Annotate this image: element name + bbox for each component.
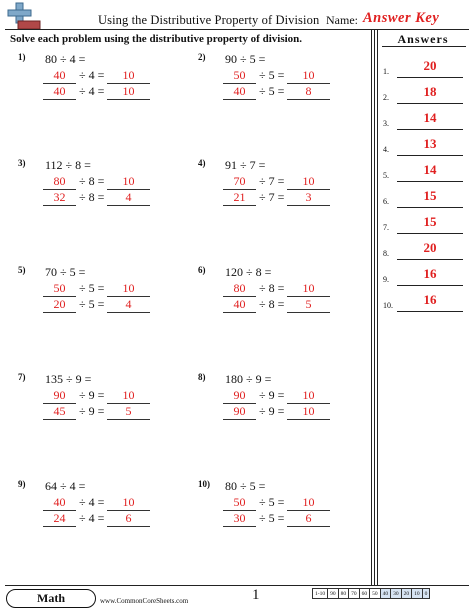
partial-quotient: 5 — [125, 404, 132, 418]
divisor-operator: ÷ 9 = — [259, 404, 285, 418]
answer-divider — [371, 29, 372, 585]
divisor-operator: ÷ 8 = — [259, 297, 285, 311]
partial-dividend: 40 — [53, 68, 66, 82]
partial-dividend: 40 — [233, 297, 246, 311]
score-cell: 50 — [370, 589, 381, 599]
score-cell: 20 — [401, 589, 412, 599]
answer-value: 14 — [423, 110, 437, 125]
blank-line — [287, 419, 330, 420]
divisor-operator: ÷ 4 = — [79, 495, 105, 509]
problem-expression: 70 ÷ 5 = — [45, 265, 86, 279]
problem-number: 5) — [18, 265, 26, 275]
step-1 — [43, 175, 153, 191]
score-cell: 60 — [359, 589, 370, 599]
name-label: Name: — [326, 13, 358, 27]
step-1 — [43, 389, 153, 405]
instructions: Solve each problem using the distributive property of division. — [10, 33, 303, 45]
blank-line — [223, 419, 256, 420]
partial-quotient: 10 — [122, 495, 135, 509]
problem-number: 9) — [18, 479, 26, 489]
page-number: 1 — [252, 587, 260, 603]
answer-value: 14 — [423, 162, 437, 177]
blank-line — [223, 99, 256, 100]
problem-expression: 80 ÷ 5 = — [225, 479, 266, 493]
partial-dividend: 40 — [53, 495, 66, 509]
partial-quotient: 8 — [305, 84, 312, 98]
partial-dividend: 40 — [53, 84, 66, 98]
partial-quotient: 3 — [305, 190, 312, 204]
step-1 — [43, 282, 153, 298]
partial-dividend: 90 — [233, 388, 246, 402]
problem-expression: 90 ÷ 5 = — [225, 52, 266, 66]
partial-quotient: 10 — [302, 174, 315, 188]
step-2 — [223, 298, 333, 314]
divisor-operator: ÷ 7 = — [259, 190, 285, 204]
blank-line — [223, 205, 256, 206]
step-1 — [43, 496, 153, 512]
partial-quotient: 10 — [122, 388, 135, 402]
answer-line — [397, 259, 463, 260]
answer-number: 7. — [383, 223, 389, 232]
answer-number: 4. — [383, 145, 389, 154]
divisor-operator: ÷ 8 = — [79, 174, 105, 188]
problem-number: 6) — [198, 265, 206, 275]
divisor-operator: ÷ 4 = — [79, 511, 105, 525]
answer-line — [397, 181, 463, 182]
answer-value: 18 — [423, 84, 437, 99]
problem-1 — [18, 52, 168, 122]
partial-quotient: 10 — [122, 84, 135, 98]
answer-line — [397, 285, 463, 286]
step-1 — [43, 69, 153, 85]
partial-dividend: 30 — [233, 511, 246, 525]
partial-dividend: 24 — [53, 511, 66, 525]
problem-6 — [198, 265, 348, 335]
partial-quotient: 10 — [122, 281, 135, 295]
blank-line — [223, 526, 256, 527]
partial-dividend: 90 — [53, 388, 66, 402]
step-2 — [223, 512, 333, 528]
score-cell: 1-10 — [313, 589, 328, 599]
header-rule — [5, 29, 469, 30]
problem-8 — [198, 372, 348, 442]
partial-quotient: 4 — [125, 297, 132, 311]
blank-line — [287, 312, 330, 313]
partial-quotient: 10 — [302, 68, 315, 82]
score-cell: 10 — [412, 589, 423, 599]
problem-number: 8) — [198, 372, 206, 382]
step-2 — [43, 85, 153, 101]
answer-row — [383, 236, 465, 262]
blank-line — [223, 312, 256, 313]
problem-expression: 120 ÷ 8 = — [225, 265, 272, 279]
blank-line — [287, 205, 330, 206]
partial-dividend: 80 — [53, 174, 66, 188]
blank-line — [107, 419, 150, 420]
blank-line — [43, 526, 76, 527]
blank-line — [43, 99, 76, 100]
step-2 — [223, 85, 333, 101]
partial-quotient: 10 — [302, 388, 315, 402]
partial-quotient: 10 — [302, 404, 315, 418]
problem-4 — [198, 158, 348, 228]
blank-line — [287, 99, 330, 100]
score-cell: 40 — [380, 589, 391, 599]
answer-number: 1. — [383, 67, 389, 76]
blank-line — [43, 312, 76, 313]
answer-divider — [374, 29, 375, 585]
site-url: www.CommonCoreSheets.com — [100, 597, 189, 605]
partial-dividend: 20 — [53, 297, 66, 311]
partial-quotient: 10 — [122, 174, 135, 188]
answer-line — [397, 129, 463, 130]
blank-line — [107, 312, 150, 313]
answer-number: 6. — [383, 197, 389, 206]
partial-dividend: 80 — [233, 281, 246, 295]
answer-line — [397, 233, 463, 234]
problem-10 — [198, 479, 348, 549]
step-1 — [223, 496, 333, 512]
problem-expression: 180 ÷ 9 = — [225, 372, 272, 386]
problem-5 — [18, 265, 168, 335]
problem-2 — [198, 52, 348, 122]
answer-line — [397, 103, 463, 104]
answer-number: 5. — [383, 171, 389, 180]
score-table — [312, 588, 430, 599]
answer-number: 9. — [383, 275, 389, 284]
answer-value: 20 — [423, 240, 437, 255]
score-cell: 0 — [422, 589, 430, 599]
score-cell: 30 — [391, 589, 402, 599]
score-cell: 90 — [328, 589, 339, 599]
answers-header-rule — [382, 46, 466, 47]
step-2 — [223, 191, 333, 207]
partial-dividend: 50 — [53, 281, 66, 295]
blank-line — [107, 526, 150, 527]
problem-expression: 135 ÷ 9 = — [45, 372, 92, 386]
problem-number: 4) — [198, 158, 206, 168]
step-2 — [43, 298, 153, 314]
partial-quotient: 4 — [125, 190, 132, 204]
divisor-operator: ÷ 9 = — [79, 404, 105, 418]
divisor-operator: ÷ 7 = — [259, 174, 285, 188]
divisor-operator: ÷ 5 = — [259, 495, 285, 509]
divisor-operator: ÷ 5 = — [79, 297, 105, 311]
partial-dividend: 70 — [233, 174, 246, 188]
partial-quotient: 10 — [302, 281, 315, 295]
divisor-operator: ÷ 8 = — [259, 281, 285, 295]
answer-value: 15 — [423, 188, 437, 203]
answer-row — [383, 262, 465, 288]
partial-dividend: 45 — [53, 404, 66, 418]
answer-line — [397, 311, 463, 312]
partial-dividend: 32 — [53, 190, 66, 204]
problem-number: 10) — [198, 479, 210, 489]
answer-row — [383, 184, 465, 210]
partial-dividend: 50 — [233, 68, 246, 82]
answer-row — [383, 80, 465, 106]
answers-header: Answers — [397, 32, 449, 46]
answer-row — [383, 54, 465, 80]
score-cell: 80 — [338, 589, 349, 599]
answer-line — [397, 155, 463, 156]
answer-row — [383, 158, 465, 184]
answer-key-label: Answer Key — [363, 10, 440, 26]
problem-9 — [18, 479, 168, 549]
divisor-operator: ÷ 5 = — [79, 281, 105, 295]
score-cell: 70 — [349, 589, 360, 599]
problem-number: 3) — [18, 158, 26, 168]
step-1 — [223, 282, 333, 298]
blank-line — [107, 99, 150, 100]
divisor-operator: ÷ 9 = — [259, 388, 285, 402]
answer-number: 3. — [383, 119, 389, 128]
step-2 — [43, 191, 153, 207]
answer-row — [383, 210, 465, 236]
worksheet-title: Using the Distributive Property of Division — [98, 13, 320, 27]
partial-dividend: 90 — [233, 404, 246, 418]
problem-expression: 64 ÷ 4 = — [45, 479, 86, 493]
partial-quotient: 6 — [125, 511, 132, 525]
problem-expression: 80 ÷ 4 = — [45, 52, 86, 66]
plus-logo-icon — [5, 2, 41, 32]
divisor-operator: ÷ 5 = — [259, 84, 285, 98]
partial-dividend: 21 — [233, 190, 246, 204]
answer-row — [383, 132, 465, 158]
problem-expression: 112 ÷ 8 = — [45, 158, 91, 172]
answer-line — [397, 77, 463, 78]
partial-quotient: 10 — [302, 495, 315, 509]
step-1 — [223, 389, 333, 405]
answer-row — [383, 288, 465, 314]
answer-value: 16 — [423, 292, 437, 307]
problem-number: 7) — [18, 372, 26, 382]
answer-divider — [377, 29, 378, 585]
blank-line — [43, 205, 76, 206]
problem-number: 2) — [198, 52, 206, 62]
problem-expression: 91 ÷ 7 = — [225, 158, 266, 172]
divisor-operator: ÷ 8 = — [79, 190, 105, 204]
answer-number: 8. — [383, 249, 389, 258]
partial-dividend: 50 — [233, 495, 246, 509]
partial-quotient: 6 — [305, 511, 312, 525]
blank-line — [107, 205, 150, 206]
divisor-operator: ÷ 4 = — [79, 68, 105, 82]
answer-value: 15 — [423, 214, 437, 229]
partial-quotient: 5 — [305, 297, 312, 311]
step-2 — [43, 405, 153, 421]
divisor-operator: ÷ 4 = — [79, 84, 105, 98]
answer-number: 2. — [383, 93, 389, 102]
answer-number: 10. — [383, 301, 393, 310]
answer-row — [383, 106, 465, 132]
step-1 — [223, 69, 333, 85]
footer-rule — [5, 585, 469, 586]
partial-dividend: 40 — [233, 84, 246, 98]
subject-badge: Math — [6, 589, 96, 608]
step-1 — [223, 175, 333, 191]
divisor-operator: ÷ 5 = — [259, 68, 285, 82]
blank-line — [43, 419, 76, 420]
answer-value: 13 — [423, 136, 437, 151]
answer-value: 20 — [423, 58, 437, 73]
divisor-operator: ÷ 5 = — [259, 511, 285, 525]
step-2 — [43, 512, 153, 528]
answer-line — [397, 207, 463, 208]
problem-3 — [18, 158, 168, 228]
answer-value: 16 — [423, 266, 437, 281]
divisor-operator: ÷ 9 = — [79, 388, 105, 402]
step-2 — [223, 405, 333, 421]
problem-7 — [18, 372, 168, 442]
problem-number: 1) — [18, 52, 26, 62]
blank-line — [287, 526, 330, 527]
partial-quotient: 10 — [122, 68, 135, 82]
